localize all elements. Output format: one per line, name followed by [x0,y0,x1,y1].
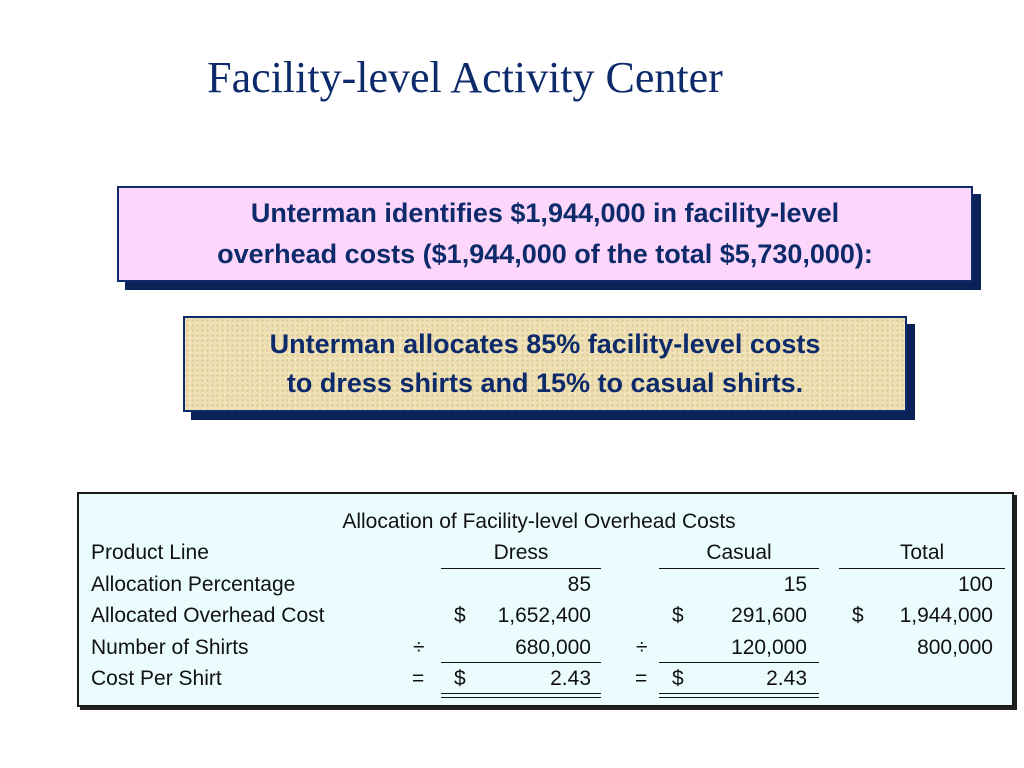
allocation-callout [183,316,907,412]
header-product-line: Product Line [91,541,209,564]
row-label: Allocated Overhead Cost [91,604,325,627]
dollar-sign: $ [454,667,466,690]
header-casual: Casual [706,541,772,564]
double-underline [441,693,601,698]
allocation-table [77,492,1014,707]
table-cell: 15 [783,573,807,596]
table-cell: 1,652,400 [497,604,591,627]
callout-line: Unterman allocates 85% facility-level costs [269,329,821,359]
row-label: Allocation Percentage [91,573,296,596]
row-label: Cost Per Shirt [91,667,222,690]
divide-operator: ÷ [413,636,425,659]
equals-operator: = [635,667,648,690]
subtotal-line [441,662,601,663]
table-cell: 1,944,000 [899,604,993,627]
subtotal-line [659,662,819,663]
callout-line: to dress shirts and 15% to casual shirts. [286,368,804,398]
header-underline [441,568,601,569]
table-cell: 120,000 [731,636,807,659]
callout-line: Unterman identifies $1,944,000 in facility-level [250,198,840,228]
table-cell: 2.43 [550,667,591,690]
header-dress: Dress [493,541,549,564]
dollar-sign: $ [454,604,466,627]
table-cell: 800,000 [917,636,993,659]
dollar-sign: $ [672,604,684,627]
dollar-sign: $ [672,667,684,690]
table-cell: 291,600 [731,604,807,627]
header-underline [659,568,819,569]
slide-title: Facility-level Activity Center [207,53,723,102]
table-cell: 100 [957,573,993,596]
table-cell: 2.43 [766,667,807,690]
callout-line: overhead costs ($1,944,000 of the total $5,730,000): [217,239,873,269]
header-total: Total [899,541,945,564]
row-label: Number of Shirts [91,636,249,659]
facility-costs-callout [117,186,973,282]
divide-operator: ÷ [636,636,648,659]
table-cell: 680,000 [515,636,591,659]
dollar-sign: $ [852,604,864,627]
table-cell: 85 [567,573,591,596]
table-title: Allocation of Facility-level Overhead Costs [342,510,736,533]
double-underline [659,693,819,698]
header-underline [839,568,1005,569]
equals-operator: = [412,667,425,690]
